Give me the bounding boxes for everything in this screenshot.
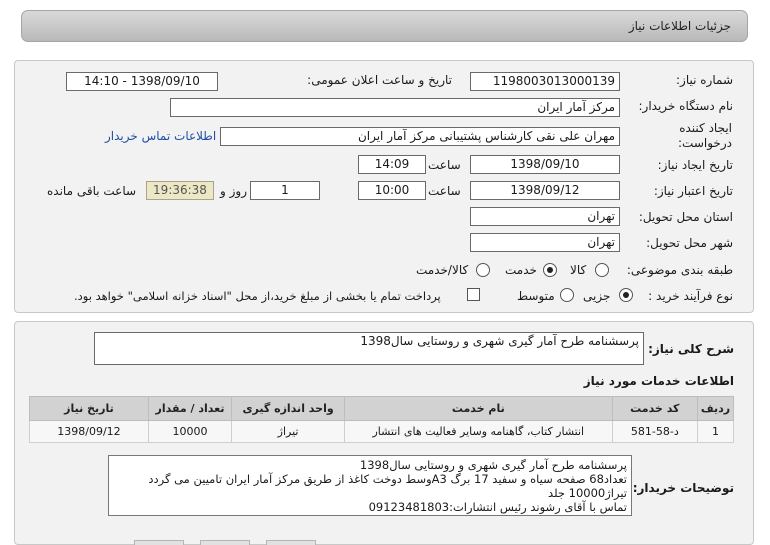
category-service-radio[interactable] [543, 263, 557, 277]
validity-time-field[interactable]: 10:00 [358, 181, 426, 200]
city-label: شهر محل تحویل: [646, 236, 733, 250]
page-header [21, 10, 748, 42]
buyer-contact-link[interactable]: اطلاعات تماس خریدار [105, 129, 217, 143]
city-field[interactable]: تهران [470, 233, 620, 252]
buyer-org-field[interactable]: مرکز آمار ایران [170, 98, 620, 117]
process-minor-label: جزیی [583, 289, 611, 303]
announce-datetime-field[interactable]: 1398/09/10 - 14:10 [66, 72, 218, 91]
created-date-label: تاریخ ایجاد نیاز: [657, 158, 733, 172]
col-need-date: تاریخ نیاز [30, 397, 149, 421]
remaining-time-field: 19:36:38 [146, 181, 214, 200]
created-time-field[interactable]: 14:09 [358, 155, 426, 174]
col-row: ردیف [698, 397, 734, 421]
payment-checkbox[interactable] [467, 288, 480, 301]
days-field[interactable]: 1 [250, 181, 320, 200]
cell-service-name: انتشار کتاب، گاهنامه وسایر فعالیت های انتشار [345, 421, 612, 443]
cell-unit: تیراژ [232, 421, 345, 443]
cell-row: 1 [698, 421, 734, 443]
category-service-label: خدمت [505, 263, 537, 277]
buyer-notes-line: تعداد68 صفحه سیاه و سفید 17 برگ A3وسط دوخت کاغذ از طریق مرکز آمار ایران تامیین می گردد [148, 472, 627, 486]
services-section-title: اطلاعات خدمات مورد نیاز [583, 374, 734, 388]
footer-button-stub[interactable] [266, 540, 316, 545]
need-number-label: شماره نیاز: [676, 73, 733, 87]
created-date-field[interactable]: 1398/09/10 [470, 155, 620, 174]
services-table [29, 396, 734, 443]
buyer-notes-line: تماس با آقای رشوند رئیس انتشارات:09123481803 [368, 500, 627, 514]
services-header-row [30, 397, 734, 421]
process-medium-label: متوسط [517, 289, 555, 303]
buyer-notes-line: تیراژ10000 جلد [548, 486, 627, 500]
need-number-field[interactable]: 1198003013000139 [470, 72, 620, 91]
summary-label: شرح کلی نیاز: [648, 342, 734, 356]
buyer-notes-box [108, 455, 632, 516]
announce-label: تاریخ و ساعت اعلان عمومی: [307, 73, 452, 87]
province-label: استان محل تحویل: [638, 210, 733, 224]
province-field[interactable]: تهران [470, 207, 620, 226]
requester-field[interactable]: مهران علی نقی کارشناس پشتیبانی مرکز آمار ایران [220, 127, 620, 146]
buyer-notes-line: پرسشنامه طرح آمار گیری شهری و روستایی سال1398 [359, 458, 627, 472]
category-label: طبقه بندی موضوعی: [626, 263, 733, 277]
col-service-name: نام خدمت [345, 397, 612, 421]
validity-date-field[interactable]: 1398/09/12 [470, 181, 620, 200]
cell-service-code: د-58-581 [612, 421, 698, 443]
table-row [30, 421, 734, 443]
col-service-code: کد خدمت [612, 397, 698, 421]
col-unit: واحد اندازه گیری [232, 397, 345, 421]
buyer-org-label: نام دستگاه خریدار: [638, 99, 733, 113]
col-quantity: تعداد / مقدار [148, 397, 231, 421]
buyer-notes-label: توضیحات خریدار: [632, 481, 734, 495]
remaining-label: ساعت باقی مانده [47, 184, 137, 198]
created-time-label: ساعت [428, 158, 461, 172]
page-title: جزئیات اطلاعات نیاز [628, 19, 731, 33]
footer-button-stub[interactable] [200, 540, 250, 545]
footer-button-stub[interactable] [134, 540, 184, 545]
category-both-radio[interactable] [476, 263, 490, 277]
process-minor-radio[interactable] [619, 288, 633, 302]
cell-quantity: 10000 [148, 421, 231, 443]
process-label: نوع فرآیند خرید : [648, 289, 733, 303]
cell-need-date: 1398/09/12 [30, 421, 149, 443]
requester-label: ایجاد کننده درخواست: [678, 121, 732, 150]
category-goods-radio[interactable] [595, 263, 609, 277]
process-medium-radio[interactable] [560, 288, 574, 302]
category-both-label: کالا/خدمت [416, 263, 469, 277]
days-label: روز و [220, 184, 247, 198]
validity-date-label: تاریخ اعتبار نیاز: [653, 184, 733, 198]
validity-time-label: ساعت [428, 184, 461, 198]
payment-note: پرداخت تمام یا بخشی از مبلغ خرید،از محل "اسناد خزانه اسلامی" خواهد بود. [74, 289, 441, 303]
summary-field: پرسشنامه طرح آمار گیری شهری و روستایی سال1398 [94, 332, 644, 365]
category-goods-label: کالا [570, 263, 587, 277]
